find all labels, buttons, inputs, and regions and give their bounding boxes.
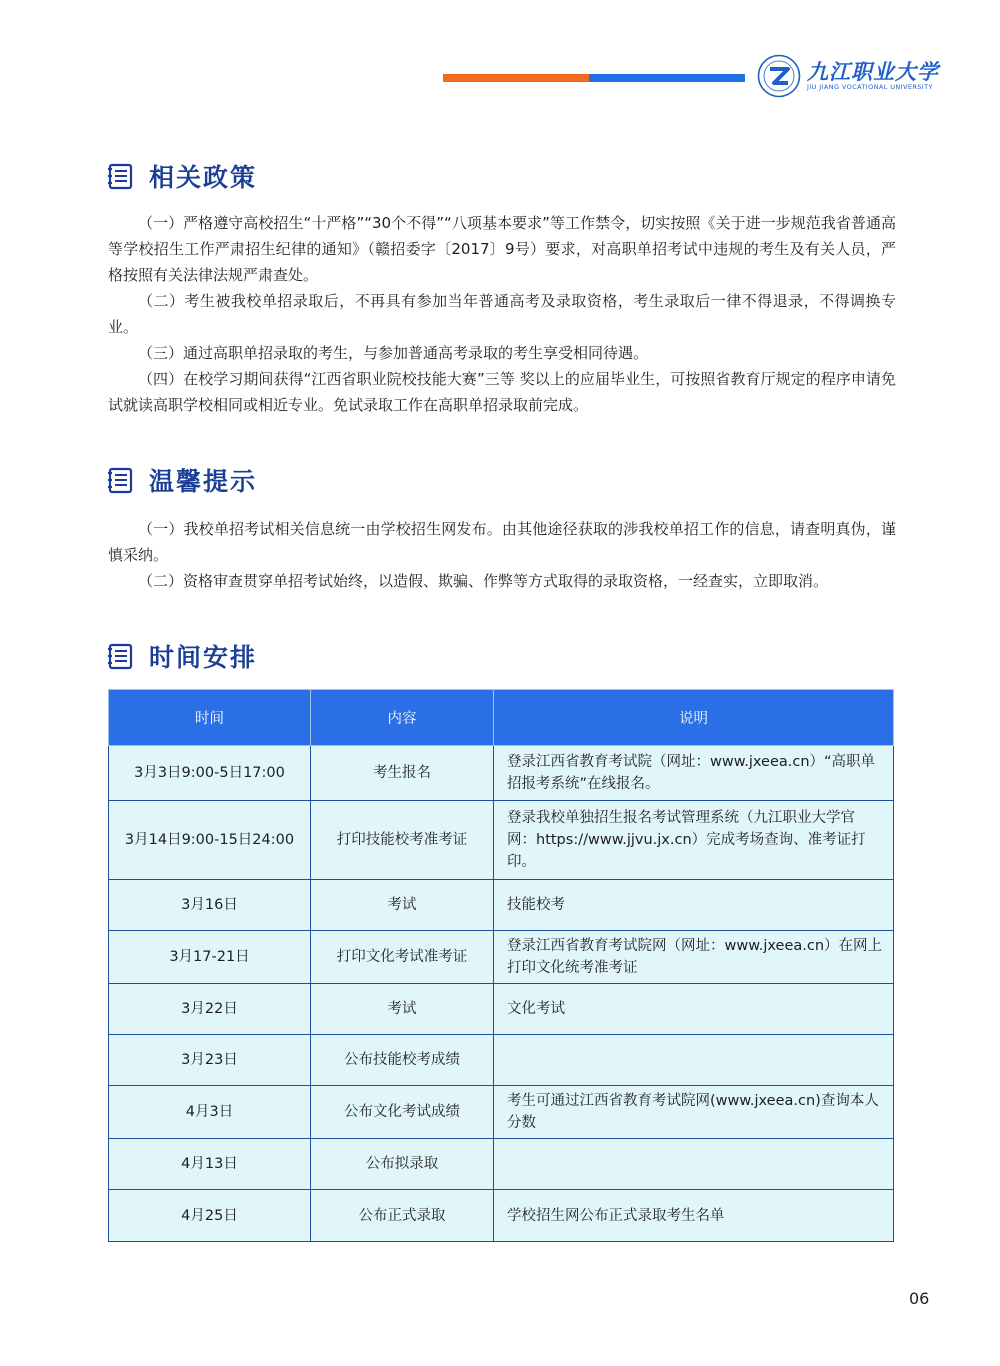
tips-section-title: 温馨提示	[149, 467, 258, 496]
header-bar-blue	[589, 74, 745, 82]
cell-content: 打印文化考试准考证	[311, 931, 494, 984]
policy-text	[108, 210, 896, 418]
table-row	[109, 746, 894, 801]
policy-paragraph: （四）在校学习期间获得“江西省职业院校技能大赛”三等 奖以上的应届毕业生，可按照省教育厅规定的程序申请免试就读高职学校相同或相近专业。免试录取工作在高职单招录取前完成。	[108, 370, 896, 414]
schedule-section-header	[107, 638, 257, 674]
table-row	[109, 801, 894, 880]
cell-time: 3月22日	[109, 984, 311, 1035]
logo-chinese-name: 九江职业大学	[807, 59, 939, 84]
cell-note	[494, 1139, 894, 1190]
cell-note: 登录江西省教育考试院网（网址：www.jxeea.cn）在网上打印文化统考准考证	[494, 931, 894, 984]
cell-note: 技能校考	[494, 880, 894, 931]
cell-content: 公布文化考试成绩	[311, 1086, 494, 1139]
cell-content: 打印技能校考准考证	[311, 801, 494, 880]
cell-note: 登录江西省教育考试院（网址：www.jxeea.cn）“高职单招报考系统”在线报名。	[494, 746, 894, 801]
table-row	[109, 1190, 894, 1242]
cell-note: 学校招生网公布正式录取考生名单	[494, 1190, 894, 1242]
table-row	[109, 931, 894, 984]
cell-time: 3月14日9:00-15日24:00	[109, 801, 311, 880]
column-header-time: 时间	[109, 690, 311, 746]
cell-content: 考试	[311, 880, 494, 931]
university-seal-icon	[757, 54, 801, 98]
header-bar-orange	[443, 74, 589, 82]
policy-paragraph: （一）严格遵守高校招生“十严格”“30个不得”“八项基本要求”等工作禁令，切实按照《关于进一步规范我省普通高等学校招生工作严肃招生纪律的通知》（赣招委字〔2017〕9号）要求，对高职单招考试中违规的考生及有关人员，严格按照有关法律法规严肃查处。	[108, 214, 896, 284]
cell-time: 3月3日9:00-5日17:00	[109, 746, 311, 801]
cell-content: 考生报名	[311, 746, 494, 801]
table-row	[109, 880, 894, 931]
cell-time: 4月3日	[109, 1086, 311, 1139]
column-header-content: 内容	[311, 690, 494, 746]
cell-time: 3月17-21日	[109, 931, 311, 984]
cell-time: 4月25日	[109, 1190, 311, 1242]
table-row	[109, 1139, 894, 1190]
cell-time: 3月16日	[109, 880, 311, 931]
cell-note	[494, 1035, 894, 1086]
tips-section-header	[107, 462, 257, 498]
schedule-table	[108, 689, 894, 1242]
tips-paragraph: （二）资格审查贯穿单招考试始终，以造假、欺骗、作弊等方式取得的录取资格，一经查实，立即取消。	[138, 572, 829, 590]
column-header-note: 说明	[494, 690, 894, 746]
notebook-icon	[107, 467, 134, 494]
table-row	[109, 984, 894, 1035]
tips-text	[108, 516, 896, 594]
cell-content: 公布正式录取	[311, 1190, 494, 1242]
tips-paragraph: （一）我校单招考试相关信息统一由学校招生网发布。由其他途径获取的涉我校单招工作的信息，请查明真伪，谨慎采纳。	[108, 520, 896, 564]
logo-english-name: JIU JIANG VOCATIONAL UNIVERSITY	[807, 83, 933, 91]
policy-section-title: 相关政策	[149, 163, 258, 192]
notebook-icon	[107, 163, 134, 190]
cell-content: 公布拟录取	[311, 1139, 494, 1190]
table-row	[109, 1035, 894, 1086]
cell-time: 3月23日	[109, 1035, 311, 1086]
cell-note: 文化考试	[494, 984, 894, 1035]
cell-time: 4月13日	[109, 1139, 311, 1190]
table-row	[109, 1086, 894, 1139]
policy-section-header	[107, 158, 257, 194]
page-number: 06	[909, 1289, 930, 1308]
table-header-row	[109, 690, 894, 746]
schedule-section-title: 时间安排	[149, 643, 258, 672]
cell-content: 考试	[311, 984, 494, 1035]
university-logo	[757, 52, 939, 100]
cell-content: 公布技能校考成绩	[311, 1035, 494, 1086]
policy-paragraph: （三）通过高职单招录取的考生，与参加普通高考录取的考生享受相同待遇。	[138, 344, 649, 362]
cell-note: 登录我校单独招生报名考试管理系统（九江职业大学官网：https://www.jjvu.jx.cn）完成考场查询、准考证打印。	[494, 801, 894, 880]
cell-note: 考生可通过江西省教育考试院网(www.jxeea.cn)查询本人分数	[494, 1086, 894, 1139]
policy-paragraph: （二）考生被我校单招录取后，不再具有参加当年普通高考及录取资格，考生录取后一律不得退录，不得调换专业。	[108, 292, 896, 336]
notebook-icon	[107, 643, 134, 670]
